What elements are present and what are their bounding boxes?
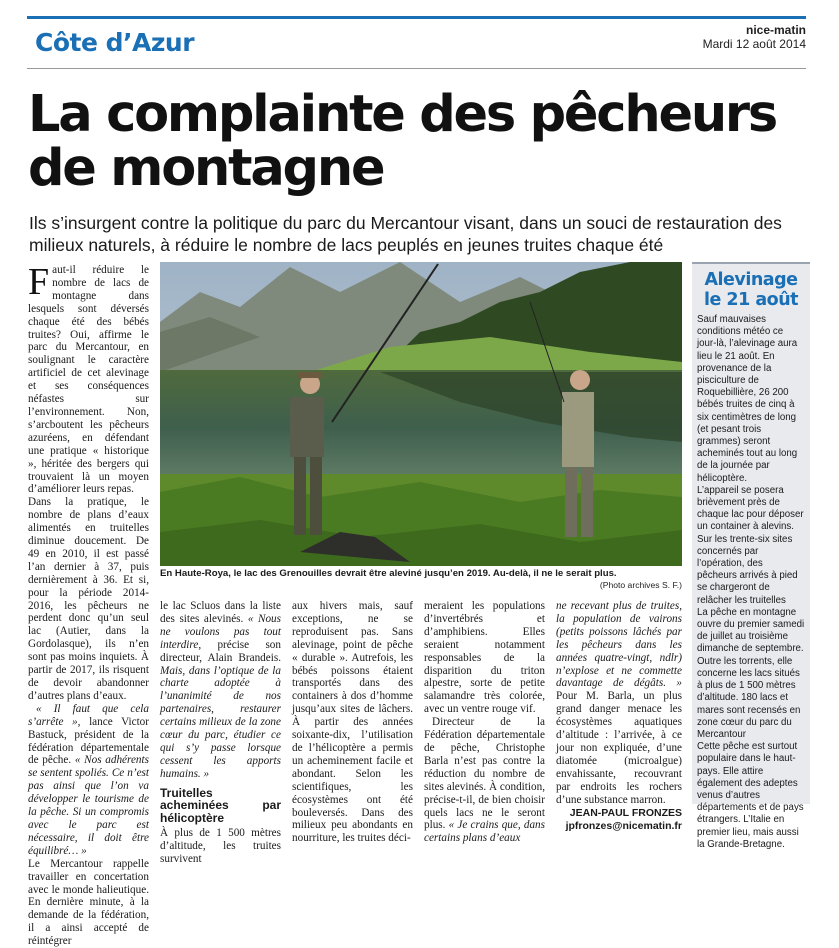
text: précise son directeur, Alain Brandeis. [160,638,281,664]
headline: La complainte des pêcheurs de montagne [28,85,777,198]
info-box-paragraph-2: L’appareil se posera brièvement près de chaque lac pour déposer un container à alevins. [697,484,804,533]
publication-date: Mardi 12 août 2014 [702,37,806,51]
author-email: jpfronzes@nicematin.fr [565,819,682,832]
section-name: Côte d’Azur [35,28,195,57]
info-box-body [697,314,805,851]
quote-attribution: lance Victor Bastuck, président de la fédération départementale de pêche. [28,715,149,767]
info-box-title: Alevinage le 21 août [703,270,799,310]
col1-paragraph-1: aut-il réduire le nombre de lacs de montagne dans lesquels sont déversés chaque été des bébés truites? Oui, affirme le parc du Mercantour, en soulignant le caractère artificiel de cet alevinage et ses conséquences néfastes sur l’environnement. Non, s’arcboutent les pêcheurs azuréens, en défendant une pratique « historique », héritée des bergers qui trouvaient là un moyen d’améliorer leurs repas. [28,264,149,496]
col1-paragraph-3 [28,703,149,858]
quote: « Il faut que cela s’arrête », [28,702,149,728]
info-box [692,262,810,850]
col5-paragraph [556,600,682,807]
masthead [703,23,806,51]
photo-credit: (Photo archives S. F.) [599,580,682,590]
text: le lac Scluos dans la liste des sites alevinés. [160,600,281,625]
drop-cap: F [28,261,50,303]
col4-paragraph-2 [424,716,545,845]
col2-paragraph-2: À plus de 1 500 mètres d’altitude, les truites survivent [160,827,281,865]
text: Pour M. Barla, un plus grand danger menace les écosystèmes aquatiques d’altitude : l’arrivée, à ce jour non expliquée, d’une diatomée (microalgue) envahissante, recouvrant par endroits les rochers d’une substance marron. [556,690,682,806]
newspaper-name: nice-matin [745,23,806,37]
standfirst: Ils s’insurgent contre la politique du parc du Mercantour visant, dans un souci de restauration des milieux naturels, à réduire le nombre de lacs peuplés en jeunes truites chaque été [29,213,782,255]
info-box-paragraph-5: Cette pêche est surtout populaire dans le haut-pays. Elle attire également des adeptes venus d’autres départements et de pays étrangers. L’Italie en premier lieu, mais aussi la Grande-Bretagne. [697,741,804,850]
section-header [27,16,806,69]
subheading: Truitelles acheminées par hélicoptère [160,785,281,825]
text: Directeur de la Fédération départementale de pêche, Christophe Barla n’est pas contre la réduction du nombre de sites alevinés. À condition, précise-t-il, de bien choisir quels lacs ne le seront plus. [424,716,545,832]
col1-paragraph-2: Dans la pratique, le nombre de plans d’eaux alimentés en truitelles diminue doucement. De 49 en 2010, il est passé l’an dernier à 37, puis dernièrement à 36. Et si, pour la période 2014-2016, les pêcheurs ne perdent donc qu’un seul lac (Autier, dans la Gordolasque), ils n’en sont pas moins inquiets. À partir de 2017, ils risquent de devoir abandonner d’autres plans d’eaux. [28,496,149,702]
col4-paragraph-1: meraient les populations d’invertébrés et d’amphibiens. Elles seraient notamment responsables de la disparition du triton alpestre, sorte de petite salamandre très colorée, avec un ventre rouge vif. [424,600,545,716]
quote: ne recevant plus de truites, la population de vairons (petits poissons lâchés par les pêcheurs dans les années quatre-vingt, ndlr) n’explose et ne commette davantage de dégâts. » [556,600,682,690]
col3-paragraph: aux hivers mais, sauf exceptions, ne se reproduisent pas. Sans alevinage, point de pêche « durable ». Autrefois, les bébés poissons étaient transportés dans des containers à dos d’homme jusqu’aux sites de lâchers. À partir des années soixante-dix, l’utilisation de l’hélicoptère a permis un acheminement facile et abondant. Selon les scientifiques, les écosystèmes ont été bouleversés. Dans des milieux peu abondants en nourriture, les truites déci- [292,600,413,845]
col2-paragraph-1 [160,600,281,781]
article-column-1 [28,261,149,948]
article-column-5 [556,600,682,833]
quote: « Nos adhérents se sentent spoliés. Ce n’est pas ainsi que l’on va développer le tourisme de la pêche. Si un compromis avec le parc est nécessaire, il doit être équilibré… » [28,754,149,857]
quote: Mais, dans l’optique de la charte adoptée à l’unanimité de nos partenaires, restaurer certains milieux de la zone cœur du parc, étudier ce qui s’y passe lorsque cessent les apports humains. » [160,664,281,780]
info-box-paragraph-4: La pêche en montagne ouvre du premier samedi de juillet au troisième dimanche de septembre. Outre les torrents, elle concerne les lacs situés à plus de 1 500 mètres d’altitude. 180 lacs et mares sont recensés en zone cœur du parc du Mercantour [697,606,805,740]
article-column-4 [424,600,545,845]
article-column-2 [160,600,281,866]
lake-photo [160,262,682,566]
quote: « Je crains que, dans certains plans d’eaux [424,819,545,845]
photo-caption: En Haute-Roya, le lac des Grenouilles devrait être aleviné jusqu’en 2019. Au-delà, il ne le serait plus. [160,568,617,579]
col1-paragraph-4: Le Mercantour rappelle travailler en concertation avec le monde halieutique. En dernière minute, à la demande de la fédération, il a ainsi accepté de réintégrer [28,857,149,948]
quote: « Nous ne voulons pas tout interdire, [160,612,281,651]
info-box-paragraph-3: Sur les trente-six sites concernés par l’opération, des pêcheurs arrivés à pied se chargeront de relâcher les truitelles [697,533,798,606]
article-column-3 [292,600,413,845]
header-divider [27,68,806,69]
author-signature: JEAN-PAUL FRONZES [569,806,682,819]
info-box-paragraph-1: Sauf mauvaises conditions météo ce jour-là, l’alevinage aura lieu le 21 août. En provenance de la pisciculture de Roquebillière, 26 200 bébés truites de cinq à six centimètres de long (et pesant trois grammes) seront acheminés tout au long de la journée par hélicoptère. [697,314,798,484]
